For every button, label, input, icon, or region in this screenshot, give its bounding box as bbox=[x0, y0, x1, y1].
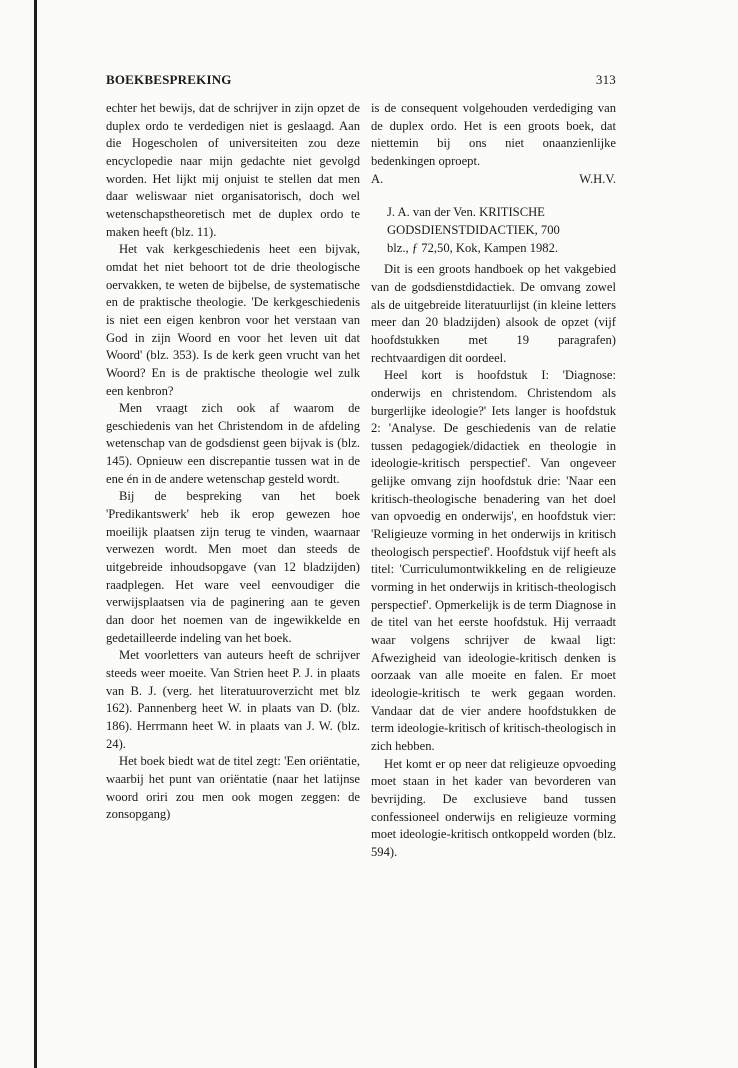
paragraph: Men vraagt zich ook af waarom de geschiedenis van het Christendom in de afdeling wetenschap van de godsdienst geen bijvak is (blz. 145). Opnieuw een discrepantie tussen wat in de ene én in de andere wetenschap gesteld wordt. bbox=[106, 401, 360, 486]
left-column bbox=[106, 100, 360, 824]
page-number: 313 bbox=[595, 72, 616, 87]
review-signature bbox=[371, 171, 616, 189]
review-heading-details: blz., ƒ 72,50, Kok, Kampen 1982. bbox=[387, 240, 559, 255]
signature-author: W.H.V. bbox=[579, 171, 616, 186]
paragraph: Dit is een groots handboek op het vakgebied van de godsdienstdidactiek. De omvang zowel als de uitgebreide literatuurlijst (in kleine letters meer dan 20 bladzijden) alsook de opzet (vijf hoofdstukken met 19 paragrafen) rechtvaardigen dit oordeel. bbox=[371, 262, 616, 365]
paragraph: Het vak kerkgeschiedenis heet een bijvak, omdat het niet behoort tot de drie theologische oervakken, te weten de bijbelse, de systematische en de praktische theologie. 'De kerkgeschiedenis is niet een eigen kenbron voor het verstaan van God in zijn Woord en voor het leven uit dat Woord' (blz. 353). Is de kerk geen vrucht van het Woord? En is de praktische theologie wel zulk een kenbron? bbox=[106, 242, 360, 398]
running-header bbox=[106, 72, 616, 92]
scan-binding-edge bbox=[34, 0, 37, 1068]
review-heading bbox=[371, 204, 616, 257]
paragraph: Bij de bespreking van het boek 'Predikantswerk' heb ik erop gewezen hoe moeilijk plaatsen zijn terug te vinden, waarnaar verwezen wordt. Men moet dan steeds de uitgebreide inhoudsopgave (van 12 bladzijden) raadplegen. Het ware veel eenvoudiger die verwijsplaatsen via de paginering aan te geven dan door het noemen van de ingewikkelde en gedetailleerde indeling van het boek. bbox=[106, 489, 360, 645]
paragraph: Het komt er op neer dat religieuze opvoeding moet staan in het kader van bevorderen van bevrijding. De exclusieve band tussen confessioneel onderwijs en religieuze vorming moet ideologie-kritisch ontkoppeld worden (blz. 594). bbox=[371, 756, 616, 859]
right-column bbox=[371, 100, 616, 862]
paragraph: Het boek biedt wat de titel zegt: 'Een oriëntatie, waarbij het punt van oriëntatie (naar het latijnse woord oriri zou men ook mogen zeggen: de zonsopgang) bbox=[106, 754, 360, 822]
paragraph: Heel kort is hoofdstuk I: 'Diagnose: onderwijs en christendom. Christendom als burgerlijke ideologie?' Iets langer is hoofdstuk 2: 'Analyse. De geschiedenis van de relatie tussen pedagogiek/didactiek en theologie in ideologie-kritisch perspectief'. Van ongeveer gelijke omvang zijn hoofdstuk drie: 'Naar een kritisch-theologische benadering van het doel van opvoedig en onderwijs', en hoofdstuk vier: 'Religieuze vorming in het onderwijs in kritisch theologisch perspectief'. Hoofdstuk vijf heeft als titel: 'Curriculumontwikkeling en de religieuze vorming in het onderwijs in kritisch-theologisch perspectief'. Opmerkelijk is de term Diagnose in de titel van het eerste hoofdstuk. Hij verraadt waar volgens schrijver de kwaal ligt: Afwezigheid van ideologie-kritisch denken is oorzaak van alle moeite en falen. Er moet ideologie-kritisch te werk gegaan worden. Vandaar dat de vier andere hoofdstukken de term ideologie-kritisch of kritisch-theologisch in zich hebben. bbox=[371, 368, 616, 753]
paragraph-continuation: is de consequent volgehouden verdediging van de duplex ordo. Het is een groots boek, dat niettemin bij ons niet onaanzienlijke bedenkingen oproept. bbox=[371, 101, 616, 168]
paragraph: echter het bewijs, dat de schrijver in zijn opzet de duplex ordo te verdedigen niet is geslaagd. Aan die Hogescholen of universiteiten zou deze encyclopedie naar mijn gedachte niet gevolgd worden. Het lijkt mij onjuist te stellen dat men daar weliswaar niet organisatorisch, doch wel wetenschapstheoretisch met de duplex ordo te maken heeft (blz. 11). bbox=[106, 101, 360, 239]
paragraph: Met voorletters van auteurs heeft de schrijver steeds weer moeite. Van Strien heet P. J. in plaats van B. J. (verg. het literatuuroverzicht met blz 162). Pannenberg heet W. in plaats van D. (blz. 186). Herrmann heet W. in plaats van J. W. (blz. 24). bbox=[106, 648, 360, 751]
section-title: BOEKBESPREKING bbox=[106, 72, 232, 87]
review-heading-title: J. A. van der Ven. KRITISCHE GODSDIENSTDIDACTIEK, 700 bbox=[387, 205, 560, 237]
signature-initial: A. bbox=[371, 171, 384, 186]
